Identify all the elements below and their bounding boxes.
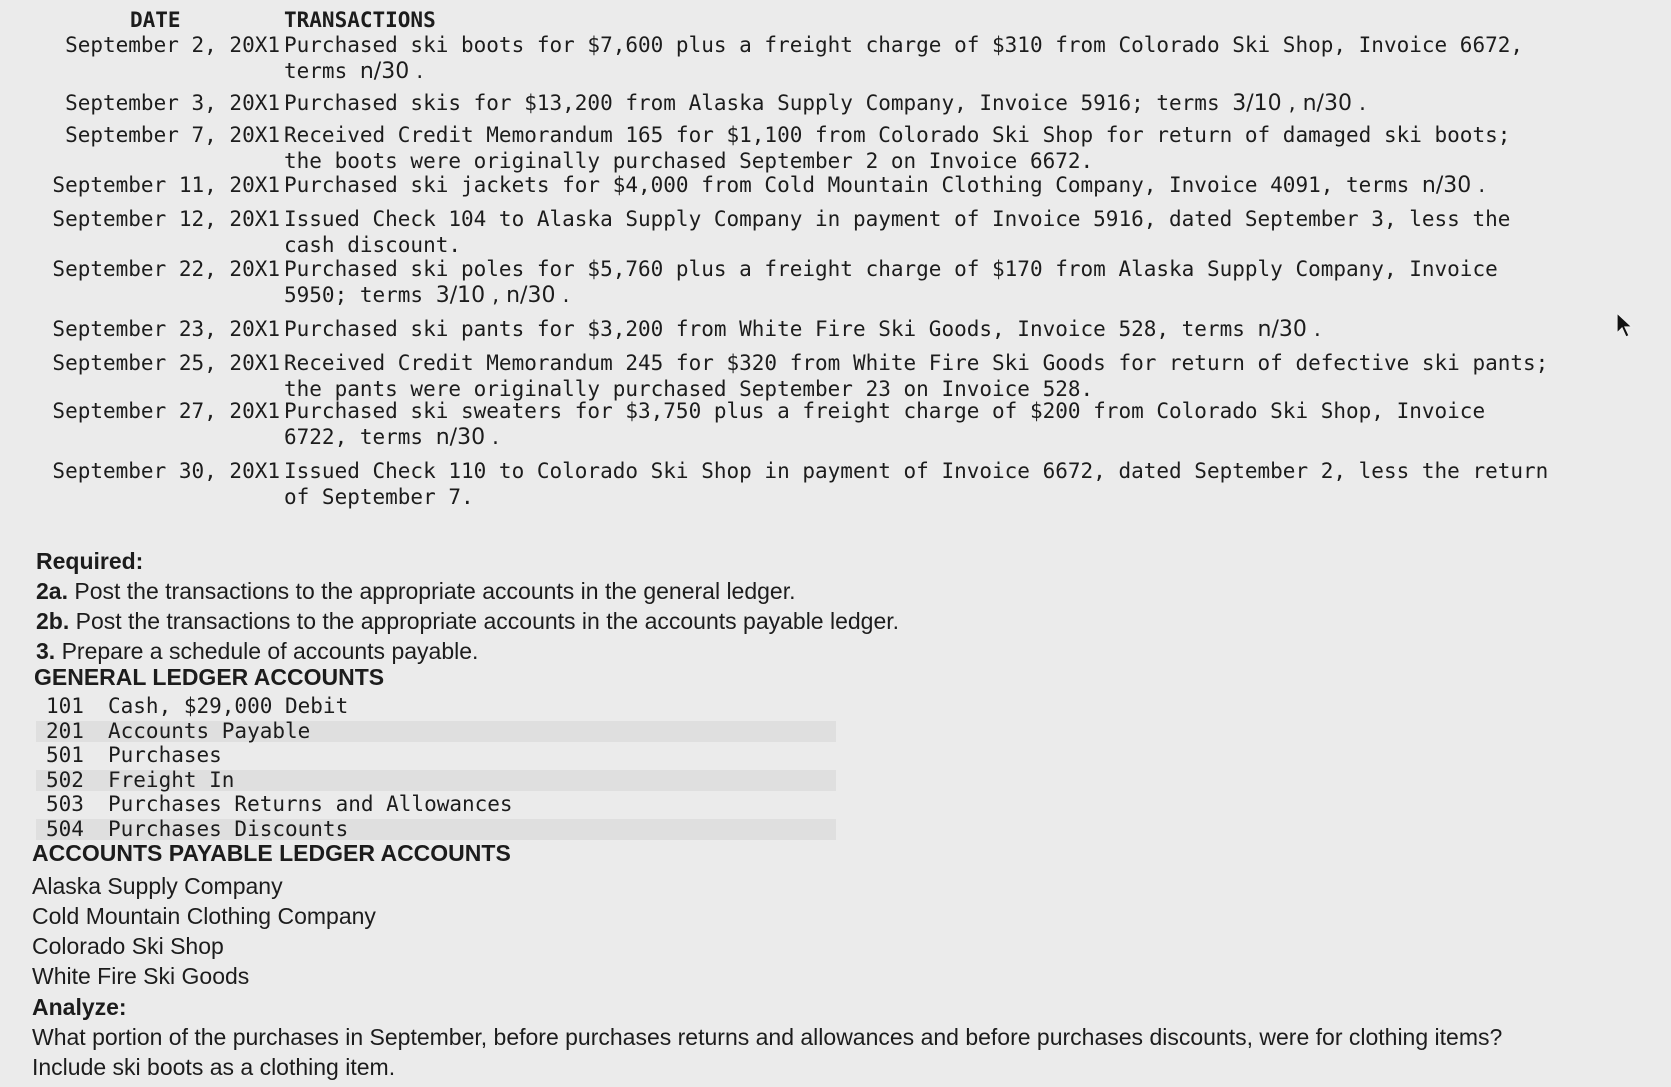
- required-item: [36, 606, 899, 636]
- required-item: [36, 576, 899, 606]
- transaction-description: Issued Check 110 to Colorado Ski Shop in payment of Invoice 6672, dated September 2, less the return of September 7.: [284, 459, 1549, 509]
- account-number: 101: [46, 694, 84, 718]
- transaction-date: September 22, 20X1: [52, 257, 280, 281]
- transaction-description: Purchased ski jackets for $4,000 from Cold Mountain Clothing Company, Invoice 4091, terms: [284, 173, 1422, 197]
- list-item: [46, 817, 513, 842]
- account-number: 501: [46, 743, 84, 767]
- transaction-terms: n/30 .: [435, 425, 500, 450]
- transaction-date: September 30, 20X1: [52, 459, 280, 483]
- transaction-description: Purchased ski sweaters for $3,750 plus a freight charge of $200 from Colorado Ski Shop, Invoice 6722, terms: [284, 399, 1486, 449]
- required-item-number: 2a.: [36, 578, 68, 604]
- list-item: White Fire Ski Goods: [32, 963, 250, 989]
- transaction-terms: n/30 .: [359, 59, 424, 84]
- ap-ledger-list: [32, 871, 376, 991]
- account-name: Accounts Payable: [108, 718, 311, 743]
- account-name: Cash, $29,000 Debit: [108, 694, 349, 718]
- analyze-title: Analyze:: [32, 994, 127, 1020]
- transaction-description: Issued Check 104 to Alaska Supply Company in payment of Invoice 5916, dated September 3, less the cash discount.: [284, 207, 1511, 257]
- transaction-description: Purchased ski poles for $5,760 plus a freight charge of $170 from Alaska Supply Company, Invoice 5950; terms: [284, 257, 1498, 307]
- transaction-date: September 27, 20X1: [52, 399, 280, 423]
- transaction-description: Received Credit Memorandum 165 for $1,100 from Colorado Ski Shop for return of damaged ski boots; the boots were originally purchased September 2 on Invoice 6672.: [284, 123, 1511, 173]
- required-item-text: Prepare a schedule of accounts payable.: [55, 638, 479, 664]
- analyze-text: What portion of the purchases in September, before purchases returns and allowances and before purchases discounts, were for clothing items? Include ski boots as a clothing item.: [32, 1024, 1503, 1080]
- general-ledger-title: GENERAL LEDGER ACCOUNTS: [34, 664, 385, 690]
- transaction-description: Purchased ski boots for $7,600 plus a freight charge of $310 from Colorado Ski Shop, Invoice 6672, terms: [284, 33, 1524, 83]
- transaction-date: September 12, 20X1: [52, 207, 280, 231]
- transaction-terms: n/30 .: [1257, 317, 1321, 342]
- table-header: [30, 6, 1590, 32]
- list-item: [46, 743, 513, 768]
- account-number: 504: [46, 816, 84, 841]
- transaction-date: September 23, 20X1: [52, 317, 280, 341]
- mouse-pointer-icon: [1615, 312, 1635, 340]
- account-name: Purchases: [108, 743, 222, 767]
- transaction-date: September 2, 20X1: [65, 33, 280, 57]
- list-item: Cold Mountain Clothing Company: [32, 903, 376, 929]
- account-name: Purchases Discounts: [108, 816, 349, 841]
- list-item: [46, 719, 513, 744]
- required-item-number: 2b.: [36, 608, 70, 634]
- account-number: 201: [46, 718, 84, 743]
- transaction-date: September 11, 20X1: [52, 173, 280, 197]
- required-item-number: 3.: [36, 638, 56, 664]
- list-item: [46, 768, 513, 793]
- required-item-text: Post the transactions to the appropriate accounts in the general ledger.: [67, 578, 796, 604]
- required-item-text: Post the transactions to the appropriate accounts in the accounts payable ledger.: [69, 608, 900, 634]
- account-number: 502: [46, 767, 84, 792]
- account-number: 503: [46, 792, 84, 816]
- list-item: Alaska Supply Company: [32, 873, 283, 899]
- list-item: Colorado Ski Shop: [32, 933, 224, 959]
- ap-ledger-title: ACCOUNTS PAYABLE LEDGER ACCOUNTS: [32, 840, 511, 866]
- transactions-table: [30, 6, 1590, 509]
- analyze-section: [32, 992, 1552, 1082]
- list-item: [46, 694, 513, 719]
- date-header: DATE: [130, 8, 181, 32]
- account-name: Freight In: [108, 767, 235, 792]
- account-name: Purchases Returns and Allowances: [108, 792, 513, 816]
- transaction-description: Purchased skis for $13,200 from Alaska Supply Company, Invoice 5916; terms: [284, 91, 1233, 115]
- general-ledger-list: [46, 694, 513, 841]
- transaction-description: Purchased ski pants for $3,200 from White Fire Ski Goods, Invoice 528, terms: [284, 317, 1258, 341]
- required-item: [36, 636, 899, 666]
- transactions-header: TRANSACTIONS: [284, 8, 436, 32]
- transaction-terms: n/30 .: [1421, 173, 1486, 198]
- transaction-date: September 7, 20X1: [65, 123, 280, 147]
- transaction-date: September 25, 20X1: [52, 351, 280, 375]
- transaction-terms: 3/10 , n/30 .: [1232, 91, 1366, 116]
- required-title: Required:: [36, 548, 144, 574]
- transaction-date: September 3, 20X1: [65, 91, 280, 115]
- transaction-terms: 3/10 , n/30 .: [435, 283, 570, 308]
- required-section: [36, 546, 899, 666]
- transaction-description: Received Credit Memorandum 245 for $320 from White Fire Ski Goods for return of defective ski pants; the pants were originally purchased September 23 on Invoice 528.: [284, 351, 1549, 401]
- list-item: [46, 792, 513, 817]
